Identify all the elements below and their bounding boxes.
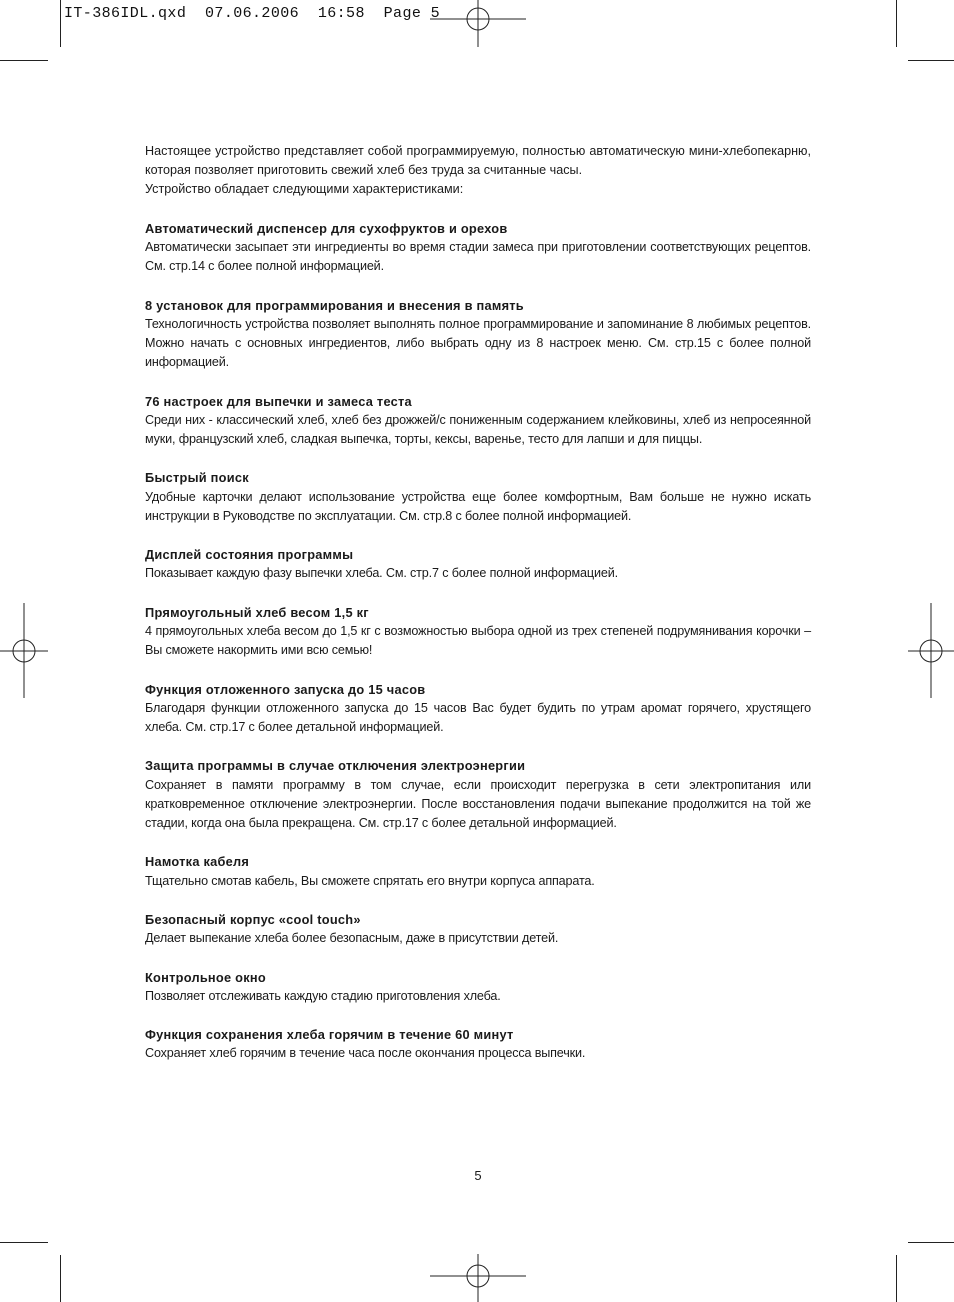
feature-title: Безопасный корпус «cool touch» [145,911,361,927]
intro-paragraph: Устройство обладает следующими характеристиками: [145,182,464,197]
feature-section [145,296,811,373]
feature-text: Позволяет отслеживать каждую стадию приготовления хлеба. [145,988,501,1003]
feature-title: Прямоугольный хлеб весом 1,5 кг [145,604,369,620]
registration-mark-left [0,603,48,698]
feature-text: Делает выпекание хлеба более безопасным, даже в присутствии детей. [145,931,559,946]
registration-mark-top [430,0,526,47]
registration-mark-right [908,603,954,698]
feature-title: Намотка кабеля [145,854,250,870]
feature-title: Дисплей состояния программы [145,547,354,563]
feature-section [145,756,811,833]
feature-text: Тщательно смотав кабель, Вы сможете спрятать его внутри корпуса аппарата. [145,873,595,888]
feature-section [145,852,811,890]
intro-paragraph: Настоящее устройство представляет собой программируемую, полностью автоматическую мини-хлебопекарню, которая позволяет приготовить свежий хлеб без труда за считанные часы. [145,144,811,178]
feature-text: Автоматически засыпает эти ингредиенты во время стадии замеса при приготовлении соответствующих рецептов. См. стр.14 с более полной информацией. [145,240,811,274]
feature-title: Защита программы в случае отключения электроэнергии [145,758,526,774]
feature-text: 4 прямоугольных хлеба весом до 1,5 кг с возможностью выбора одной из трех степеней подрумянивания корочки – Вы сможете накормить ими всю семью! [145,623,811,658]
feature-text: Благодаря функции отложенного запуска до 15 часов Вас будет будить по утрам аромат горячего, хрустящего хлеба. См. стр.17 с более детальной информацией. [145,700,811,734]
feature-section [145,468,811,526]
feature-text: Среди них - классический хлеб, хлеб без дрожжей/с пониженным содержанием клейковины, хлеб из непросеянной муки, французский хлеб, сладкая выпечка, торты, кексы, варенье, тесто для лапши и для пиццы. [145,412,811,446]
feature-section [145,392,811,450]
feature-section [145,910,811,948]
feature-section [145,680,811,738]
document-body [145,142,811,1064]
feature-title: Быстрый поиск [145,470,249,486]
feature-text: Показывает каждую фазу выпечки хлеба. См. стр.7 с более полной информацией. [145,566,618,581]
feature-title: Контрольное окно [145,969,266,985]
page-number: 5 [474,1168,482,1183]
feature-section [145,1025,811,1063]
feature-title: Автоматический диспенсер для сухофруктов и орехов [145,220,508,236]
feature-text: Технологичность устройства позволяет выполнять полное программирование и запоминание 8 любимых рецептов. Можно начать с основных ингредиентов, либо выбрать одну из 8 настроек меню. См. стр.15 с более полной информацией. [145,316,811,370]
feature-title: Функция сохранения хлеба горячим в течение 60 минут [145,1027,514,1043]
feature-section [145,968,811,1006]
feature-title: Функция отложенного запуска до 15 часов [145,681,426,697]
feature-text: Сохраняет в памяти программу в том случае, если происходит перегрузка в сети электропитания или кратковременное отключение электроэнергии. После восстановления подачи выпекание продолжится на той же стадии, когда она была прекращена. См. стр.17 с более детальной информацией. [145,777,811,830]
feature-section [145,545,811,583]
print-slug: IT-386IDL.qxd 07.06.2006 16:58 Page 5 [64,5,441,22]
feature-section [145,219,811,277]
feature-text: Сохраняет хлеб горячим в течение часа после окончания процесса выпечки. [145,1046,586,1061]
registration-mark-bottom [430,1254,526,1302]
feature-title: 76 настроек для выпечки и замеса теста [145,393,412,409]
feature-section [145,603,811,661]
feature-title: 8 установок для программирования и внесения в память [145,297,524,313]
feature-text: Удобные карточки делают использование устройства еще более комфортным, Вам больше не нужно искать инструкции в Руководстве по эксплуатации. См. стр.8 с более полной информацией. [145,489,811,523]
intro [145,142,811,200]
